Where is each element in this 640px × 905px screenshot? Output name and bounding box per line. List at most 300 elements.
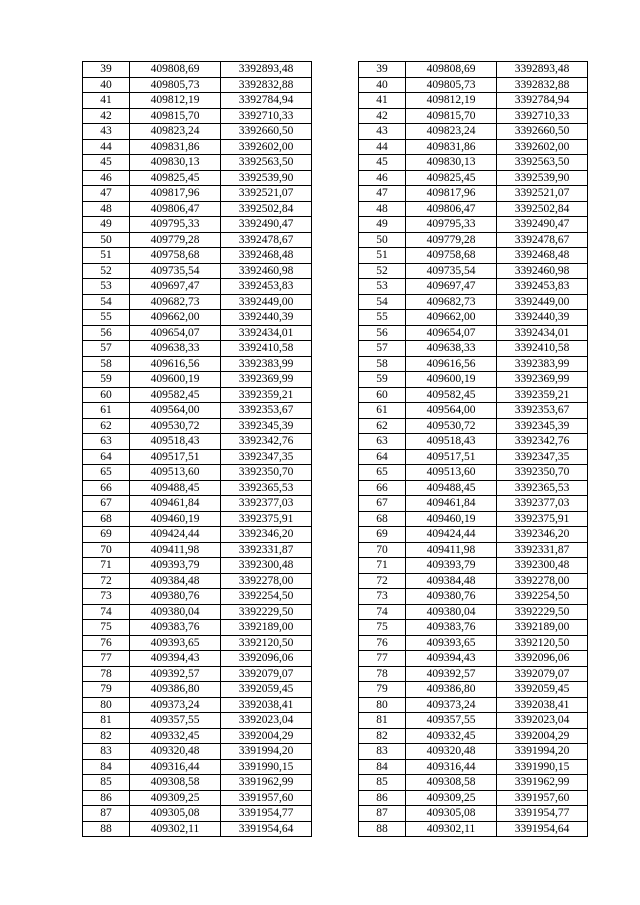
- right-point-number-cell: 71: [359, 558, 406, 574]
- right-y-coordinate-cell: 3391954,64: [497, 821, 588, 837]
- table-row: [83, 108, 588, 124]
- right-x-coordinate-cell: 409302,11: [406, 821, 497, 837]
- left-x-coordinate-cell: 409320,48: [130, 744, 221, 760]
- right-x-coordinate-cell: 409815,70: [406, 108, 497, 124]
- table-row: [83, 573, 588, 589]
- right-y-coordinate-cell: 3391954,77: [497, 806, 588, 822]
- left-x-coordinate-cell: 409380,76: [130, 589, 221, 605]
- right-point-number-cell: 64: [359, 449, 406, 465]
- left-point-number-cell: 84: [83, 759, 130, 775]
- right-point-number-cell: 76: [359, 635, 406, 651]
- right-y-coordinate-cell: 3392345,39: [497, 418, 588, 434]
- column-gap: [312, 449, 359, 465]
- left-x-coordinate-cell: 409302,11: [130, 821, 221, 837]
- table-row: [83, 620, 588, 636]
- table-row: [83, 279, 588, 295]
- left-x-coordinate-cell: 409383,76: [130, 620, 221, 636]
- right-y-coordinate-cell: 3392023,04: [497, 713, 588, 729]
- column-gap: [312, 682, 359, 698]
- right-y-coordinate-cell: 3392365,53: [497, 480, 588, 496]
- column-gap: [312, 465, 359, 481]
- column-gap: [312, 728, 359, 744]
- right-y-coordinate-cell: 3391994,20: [497, 744, 588, 760]
- left-point-number-cell: 59: [83, 372, 130, 388]
- right-y-coordinate-cell: 3391962,99: [497, 775, 588, 791]
- column-gap: [312, 713, 359, 729]
- left-x-coordinate-cell: 409564,00: [130, 403, 221, 419]
- right-x-coordinate-cell: 409380,04: [406, 604, 497, 620]
- left-point-number-cell: 44: [83, 139, 130, 155]
- column-gap: [312, 790, 359, 806]
- column-gap: [312, 434, 359, 450]
- left-point-number-cell: 54: [83, 294, 130, 310]
- right-point-number-cell: 74: [359, 604, 406, 620]
- left-point-number-cell: 42: [83, 108, 130, 124]
- column-gap: [312, 403, 359, 419]
- table-row: [83, 155, 588, 171]
- right-x-coordinate-cell: 409393,79: [406, 558, 497, 574]
- right-y-coordinate-cell: 3392300,48: [497, 558, 588, 574]
- left-y-coordinate-cell: 3392449,00: [221, 294, 312, 310]
- left-x-coordinate-cell: 409308,58: [130, 775, 221, 791]
- right-point-number-cell: 39: [359, 62, 406, 78]
- left-y-coordinate-cell: 3392346,20: [221, 527, 312, 543]
- right-point-number-cell: 65: [359, 465, 406, 481]
- left-y-coordinate-cell: 3392375,91: [221, 511, 312, 527]
- left-x-coordinate-cell: 409424,44: [130, 527, 221, 543]
- table-row: [83, 527, 588, 543]
- column-gap: [312, 108, 359, 124]
- right-y-coordinate-cell: 3392478,67: [497, 232, 588, 248]
- right-x-coordinate-cell: 409638,33: [406, 341, 497, 357]
- left-x-coordinate-cell: 409616,56: [130, 356, 221, 372]
- left-y-coordinate-cell: 3391990,15: [221, 759, 312, 775]
- table-row: [83, 232, 588, 248]
- left-y-coordinate-cell: 3392478,67: [221, 232, 312, 248]
- left-x-coordinate-cell: 409654,07: [130, 325, 221, 341]
- left-point-number-cell: 47: [83, 186, 130, 202]
- left-point-number-cell: 74: [83, 604, 130, 620]
- coordinates-table: [82, 61, 588, 837]
- right-y-coordinate-cell: 3392096,06: [497, 651, 588, 667]
- left-y-coordinate-cell: 3392254,50: [221, 589, 312, 605]
- column-gap: [312, 480, 359, 496]
- right-y-coordinate-cell: 3392189,00: [497, 620, 588, 636]
- left-y-coordinate-cell: 3392710,33: [221, 108, 312, 124]
- right-point-number-cell: 52: [359, 263, 406, 279]
- table-row: [83, 790, 588, 806]
- left-y-coordinate-cell: 3392453,83: [221, 279, 312, 295]
- table-row: [83, 558, 588, 574]
- left-x-coordinate-cell: 409808,69: [130, 62, 221, 78]
- left-y-coordinate-cell: 3392539,90: [221, 170, 312, 186]
- left-y-coordinate-cell: 3392563,50: [221, 155, 312, 171]
- right-y-coordinate-cell: 3392784,94: [497, 93, 588, 109]
- left-point-number-cell: 39: [83, 62, 130, 78]
- left-x-coordinate-cell: 409386,80: [130, 682, 221, 698]
- column-gap: [312, 418, 359, 434]
- right-y-coordinate-cell: 3392375,91: [497, 511, 588, 527]
- table-row: [83, 511, 588, 527]
- right-x-coordinate-cell: 409308,58: [406, 775, 497, 791]
- table-row: [83, 418, 588, 434]
- right-y-coordinate-cell: 3392331,87: [497, 542, 588, 558]
- left-y-coordinate-cell: 3392365,53: [221, 480, 312, 496]
- table-row: [83, 341, 588, 357]
- left-y-coordinate-cell: 3392079,07: [221, 666, 312, 682]
- left-x-coordinate-cell: 409461,84: [130, 496, 221, 512]
- table-row: [83, 635, 588, 651]
- column-gap: [312, 496, 359, 512]
- right-x-coordinate-cell: 409530,72: [406, 418, 497, 434]
- left-point-number-cell: 87: [83, 806, 130, 822]
- right-point-number-cell: 53: [359, 279, 406, 295]
- column-gap: [312, 139, 359, 155]
- right-x-coordinate-cell: 409357,55: [406, 713, 497, 729]
- left-y-coordinate-cell: 3392096,06: [221, 651, 312, 667]
- right-y-coordinate-cell: 3392602,00: [497, 139, 588, 155]
- left-x-coordinate-cell: 409638,33: [130, 341, 221, 357]
- right-x-coordinate-cell: 409682,73: [406, 294, 497, 310]
- right-x-coordinate-cell: 409697,47: [406, 279, 497, 295]
- left-y-coordinate-cell: 3391957,60: [221, 790, 312, 806]
- column-gap: [312, 62, 359, 78]
- left-point-number-cell: 61: [83, 403, 130, 419]
- right-x-coordinate-cell: 409393,65: [406, 635, 497, 651]
- right-y-coordinate-cell: 3392893,48: [497, 62, 588, 78]
- table-row: [83, 139, 588, 155]
- right-y-coordinate-cell: 3392369,99: [497, 372, 588, 388]
- left-point-number-cell: 69: [83, 527, 130, 543]
- column-gap: [312, 372, 359, 388]
- left-x-coordinate-cell: 409517,51: [130, 449, 221, 465]
- coordinates-table-body: [83, 62, 588, 837]
- left-x-coordinate-cell: 409697,47: [130, 279, 221, 295]
- column-gap: [312, 263, 359, 279]
- right-x-coordinate-cell: 409795,33: [406, 217, 497, 233]
- right-x-coordinate-cell: 409735,54: [406, 263, 497, 279]
- left-x-coordinate-cell: 409309,25: [130, 790, 221, 806]
- column-gap: [312, 635, 359, 651]
- right-x-coordinate-cell: 409812,19: [406, 93, 497, 109]
- left-x-coordinate-cell: 409817,96: [130, 186, 221, 202]
- table-row: [83, 775, 588, 791]
- table-row: [83, 62, 588, 78]
- column-gap: [312, 341, 359, 357]
- left-x-coordinate-cell: 409316,44: [130, 759, 221, 775]
- column-gap: [312, 387, 359, 403]
- left-x-coordinate-cell: 409823,24: [130, 124, 221, 140]
- left-y-coordinate-cell: 3392490,47: [221, 217, 312, 233]
- right-point-number-cell: 84: [359, 759, 406, 775]
- right-point-number-cell: 43: [359, 124, 406, 140]
- right-point-number-cell: 50: [359, 232, 406, 248]
- right-x-coordinate-cell: 409806,47: [406, 201, 497, 217]
- column-gap: [312, 93, 359, 109]
- column-gap: [312, 573, 359, 589]
- right-x-coordinate-cell: 409488,45: [406, 480, 497, 496]
- left-point-number-cell: 82: [83, 728, 130, 744]
- right-y-coordinate-cell: 3392347,35: [497, 449, 588, 465]
- left-point-number-cell: 67: [83, 496, 130, 512]
- left-y-coordinate-cell: 3392460,98: [221, 263, 312, 279]
- right-x-coordinate-cell: 409461,84: [406, 496, 497, 512]
- right-x-coordinate-cell: 409817,96: [406, 186, 497, 202]
- left-x-coordinate-cell: 409513,60: [130, 465, 221, 481]
- table-row: [83, 759, 588, 775]
- left-point-number-cell: 49: [83, 217, 130, 233]
- left-point-number-cell: 88: [83, 821, 130, 837]
- right-x-coordinate-cell: 409600,19: [406, 372, 497, 388]
- table-row: [83, 604, 588, 620]
- right-point-number-cell: 59: [359, 372, 406, 388]
- right-x-coordinate-cell: 409460,19: [406, 511, 497, 527]
- left-y-coordinate-cell: 3392410,58: [221, 341, 312, 357]
- right-y-coordinate-cell: 3392350,70: [497, 465, 588, 481]
- right-point-number-cell: 81: [359, 713, 406, 729]
- left-x-coordinate-cell: 409830,13: [130, 155, 221, 171]
- right-y-coordinate-cell: 3392377,03: [497, 496, 588, 512]
- column-gap: [312, 294, 359, 310]
- right-x-coordinate-cell: 409805,73: [406, 77, 497, 93]
- left-x-coordinate-cell: 409815,70: [130, 108, 221, 124]
- left-x-coordinate-cell: 409384,48: [130, 573, 221, 589]
- right-x-coordinate-cell: 409386,80: [406, 682, 497, 698]
- column-gap: [312, 744, 359, 760]
- right-y-coordinate-cell: 3392539,90: [497, 170, 588, 186]
- left-x-coordinate-cell: 409373,24: [130, 697, 221, 713]
- column-gap: [312, 527, 359, 543]
- right-x-coordinate-cell: 409823,24: [406, 124, 497, 140]
- left-point-number-cell: 64: [83, 449, 130, 465]
- left-point-number-cell: 65: [83, 465, 130, 481]
- left-x-coordinate-cell: 409305,08: [130, 806, 221, 822]
- right-y-coordinate-cell: 3392490,47: [497, 217, 588, 233]
- right-point-number-cell: 60: [359, 387, 406, 403]
- left-y-coordinate-cell: 3392440,39: [221, 310, 312, 326]
- table-row: [83, 217, 588, 233]
- right-x-coordinate-cell: 409518,43: [406, 434, 497, 450]
- right-x-coordinate-cell: 409380,76: [406, 589, 497, 605]
- right-point-number-cell: 72: [359, 573, 406, 589]
- left-x-coordinate-cell: 409460,19: [130, 511, 221, 527]
- table-row: [83, 170, 588, 186]
- table-row: [83, 449, 588, 465]
- left-point-number-cell: 41: [83, 93, 130, 109]
- left-point-number-cell: 40: [83, 77, 130, 93]
- left-y-coordinate-cell: 3392502,84: [221, 201, 312, 217]
- left-x-coordinate-cell: 409332,45: [130, 728, 221, 744]
- right-y-coordinate-cell: 3392832,88: [497, 77, 588, 93]
- right-x-coordinate-cell: 409309,25: [406, 790, 497, 806]
- right-point-number-cell: 75: [359, 620, 406, 636]
- table-row: [83, 124, 588, 140]
- table-row: [83, 403, 588, 419]
- column-gap: [312, 248, 359, 264]
- column-gap: [312, 589, 359, 605]
- right-y-coordinate-cell: 3392710,33: [497, 108, 588, 124]
- column-gap: [312, 170, 359, 186]
- right-point-number-cell: 54: [359, 294, 406, 310]
- left-point-number-cell: 77: [83, 651, 130, 667]
- left-y-coordinate-cell: 3392342,76: [221, 434, 312, 450]
- left-y-coordinate-cell: 3392893,48: [221, 62, 312, 78]
- right-x-coordinate-cell: 409808,69: [406, 62, 497, 78]
- left-y-coordinate-cell: 3392434,01: [221, 325, 312, 341]
- left-point-number-cell: 60: [83, 387, 130, 403]
- left-point-number-cell: 52: [83, 263, 130, 279]
- left-point-number-cell: 66: [83, 480, 130, 496]
- left-point-number-cell: 76: [83, 635, 130, 651]
- column-gap: [312, 124, 359, 140]
- left-y-coordinate-cell: 3392359,21: [221, 387, 312, 403]
- column-gap: [312, 155, 359, 171]
- column-gap: [312, 558, 359, 574]
- right-point-number-cell: 78: [359, 666, 406, 682]
- left-point-number-cell: 71: [83, 558, 130, 574]
- left-x-coordinate-cell: 409488,45: [130, 480, 221, 496]
- column-gap: [312, 604, 359, 620]
- left-y-coordinate-cell: 3392189,00: [221, 620, 312, 636]
- right-y-coordinate-cell: 3392278,00: [497, 573, 588, 589]
- left-point-number-cell: 80: [83, 697, 130, 713]
- column-gap: [312, 775, 359, 791]
- table-row: [83, 387, 588, 403]
- right-x-coordinate-cell: 409779,28: [406, 232, 497, 248]
- right-point-number-cell: 44: [359, 139, 406, 155]
- left-point-number-cell: 83: [83, 744, 130, 760]
- left-y-coordinate-cell: 3392602,00: [221, 139, 312, 155]
- table-row: [83, 434, 588, 450]
- right-y-coordinate-cell: 3392120,50: [497, 635, 588, 651]
- right-y-coordinate-cell: 3392410,58: [497, 341, 588, 357]
- table-row: [83, 77, 588, 93]
- left-y-coordinate-cell: 3392347,35: [221, 449, 312, 465]
- right-point-number-cell: 77: [359, 651, 406, 667]
- right-x-coordinate-cell: 409517,51: [406, 449, 497, 465]
- left-y-coordinate-cell: 3392353,67: [221, 403, 312, 419]
- right-y-coordinate-cell: 3392359,21: [497, 387, 588, 403]
- right-point-number-cell: 66: [359, 480, 406, 496]
- left-y-coordinate-cell: 3391994,20: [221, 744, 312, 760]
- right-point-number-cell: 67: [359, 496, 406, 512]
- right-x-coordinate-cell: 409411,98: [406, 542, 497, 558]
- left-x-coordinate-cell: 409806,47: [130, 201, 221, 217]
- right-y-coordinate-cell: 3392468,48: [497, 248, 588, 264]
- right-x-coordinate-cell: 409424,44: [406, 527, 497, 543]
- left-y-coordinate-cell: 3392331,87: [221, 542, 312, 558]
- left-y-coordinate-cell: 3392038,41: [221, 697, 312, 713]
- left-point-number-cell: 81: [83, 713, 130, 729]
- left-y-coordinate-cell: 3392004,29: [221, 728, 312, 744]
- left-point-number-cell: 48: [83, 201, 130, 217]
- left-x-coordinate-cell: 409779,28: [130, 232, 221, 248]
- table-row: [83, 713, 588, 729]
- left-x-coordinate-cell: 409380,04: [130, 604, 221, 620]
- right-point-number-cell: 83: [359, 744, 406, 760]
- right-y-coordinate-cell: 3392059,45: [497, 682, 588, 698]
- right-y-coordinate-cell: 3392440,39: [497, 310, 588, 326]
- left-y-coordinate-cell: 3392023,04: [221, 713, 312, 729]
- column-gap: [312, 806, 359, 822]
- column-gap: [312, 821, 359, 837]
- right-point-number-cell: 40: [359, 77, 406, 93]
- left-point-number-cell: 45: [83, 155, 130, 171]
- right-x-coordinate-cell: 409758,68: [406, 248, 497, 264]
- right-y-coordinate-cell: 3392346,20: [497, 527, 588, 543]
- table-row: [83, 697, 588, 713]
- right-x-coordinate-cell: 409513,60: [406, 465, 497, 481]
- left-x-coordinate-cell: 409357,55: [130, 713, 221, 729]
- table-row: [83, 728, 588, 744]
- right-y-coordinate-cell: 3392383,99: [497, 356, 588, 372]
- left-point-number-cell: 68: [83, 511, 130, 527]
- left-y-coordinate-cell: 3391962,99: [221, 775, 312, 791]
- column-gap: [312, 542, 359, 558]
- left-point-number-cell: 78: [83, 666, 130, 682]
- left-y-coordinate-cell: 3392278,00: [221, 573, 312, 589]
- column-gap: [312, 651, 359, 667]
- column-gap: [312, 356, 359, 372]
- right-x-coordinate-cell: 409383,76: [406, 620, 497, 636]
- table-row: [83, 294, 588, 310]
- right-x-coordinate-cell: 409825,45: [406, 170, 497, 186]
- right-x-coordinate-cell: 409305,08: [406, 806, 497, 822]
- left-point-number-cell: 50: [83, 232, 130, 248]
- table-row: [83, 651, 588, 667]
- right-y-coordinate-cell: 3392521,07: [497, 186, 588, 202]
- left-x-coordinate-cell: 409392,57: [130, 666, 221, 682]
- column-gap: [312, 232, 359, 248]
- left-x-coordinate-cell: 409805,73: [130, 77, 221, 93]
- right-y-coordinate-cell: 3392004,29: [497, 728, 588, 744]
- table-row: [83, 356, 588, 372]
- left-y-coordinate-cell: 3392383,99: [221, 356, 312, 372]
- right-point-number-cell: 69: [359, 527, 406, 543]
- left-y-coordinate-cell: 3392369,99: [221, 372, 312, 388]
- left-x-coordinate-cell: 409394,43: [130, 651, 221, 667]
- left-y-coordinate-cell: 3392377,03: [221, 496, 312, 512]
- right-x-coordinate-cell: 409394,43: [406, 651, 497, 667]
- left-y-coordinate-cell: 3392059,45: [221, 682, 312, 698]
- table-row: [83, 542, 588, 558]
- right-point-number-cell: 47: [359, 186, 406, 202]
- left-x-coordinate-cell: 409411,98: [130, 542, 221, 558]
- left-x-coordinate-cell: 409758,68: [130, 248, 221, 264]
- right-point-number-cell: 63: [359, 434, 406, 450]
- left-point-number-cell: 70: [83, 542, 130, 558]
- right-point-number-cell: 42: [359, 108, 406, 124]
- left-x-coordinate-cell: 409393,65: [130, 635, 221, 651]
- left-point-number-cell: 62: [83, 418, 130, 434]
- left-x-coordinate-cell: 409518,43: [130, 434, 221, 450]
- left-point-number-cell: 79: [83, 682, 130, 698]
- column-gap: [312, 325, 359, 341]
- column-gap: [312, 759, 359, 775]
- left-y-coordinate-cell: 3392660,50: [221, 124, 312, 140]
- right-point-number-cell: 70: [359, 542, 406, 558]
- right-y-coordinate-cell: 3392254,50: [497, 589, 588, 605]
- right-x-coordinate-cell: 409373,24: [406, 697, 497, 713]
- right-y-coordinate-cell: 3392434,01: [497, 325, 588, 341]
- right-point-number-cell: 68: [359, 511, 406, 527]
- left-point-number-cell: 56: [83, 325, 130, 341]
- left-y-coordinate-cell: 3392345,39: [221, 418, 312, 434]
- table-row: [83, 806, 588, 822]
- right-x-coordinate-cell: 409564,00: [406, 403, 497, 419]
- left-point-number-cell: 72: [83, 573, 130, 589]
- right-point-number-cell: 88: [359, 821, 406, 837]
